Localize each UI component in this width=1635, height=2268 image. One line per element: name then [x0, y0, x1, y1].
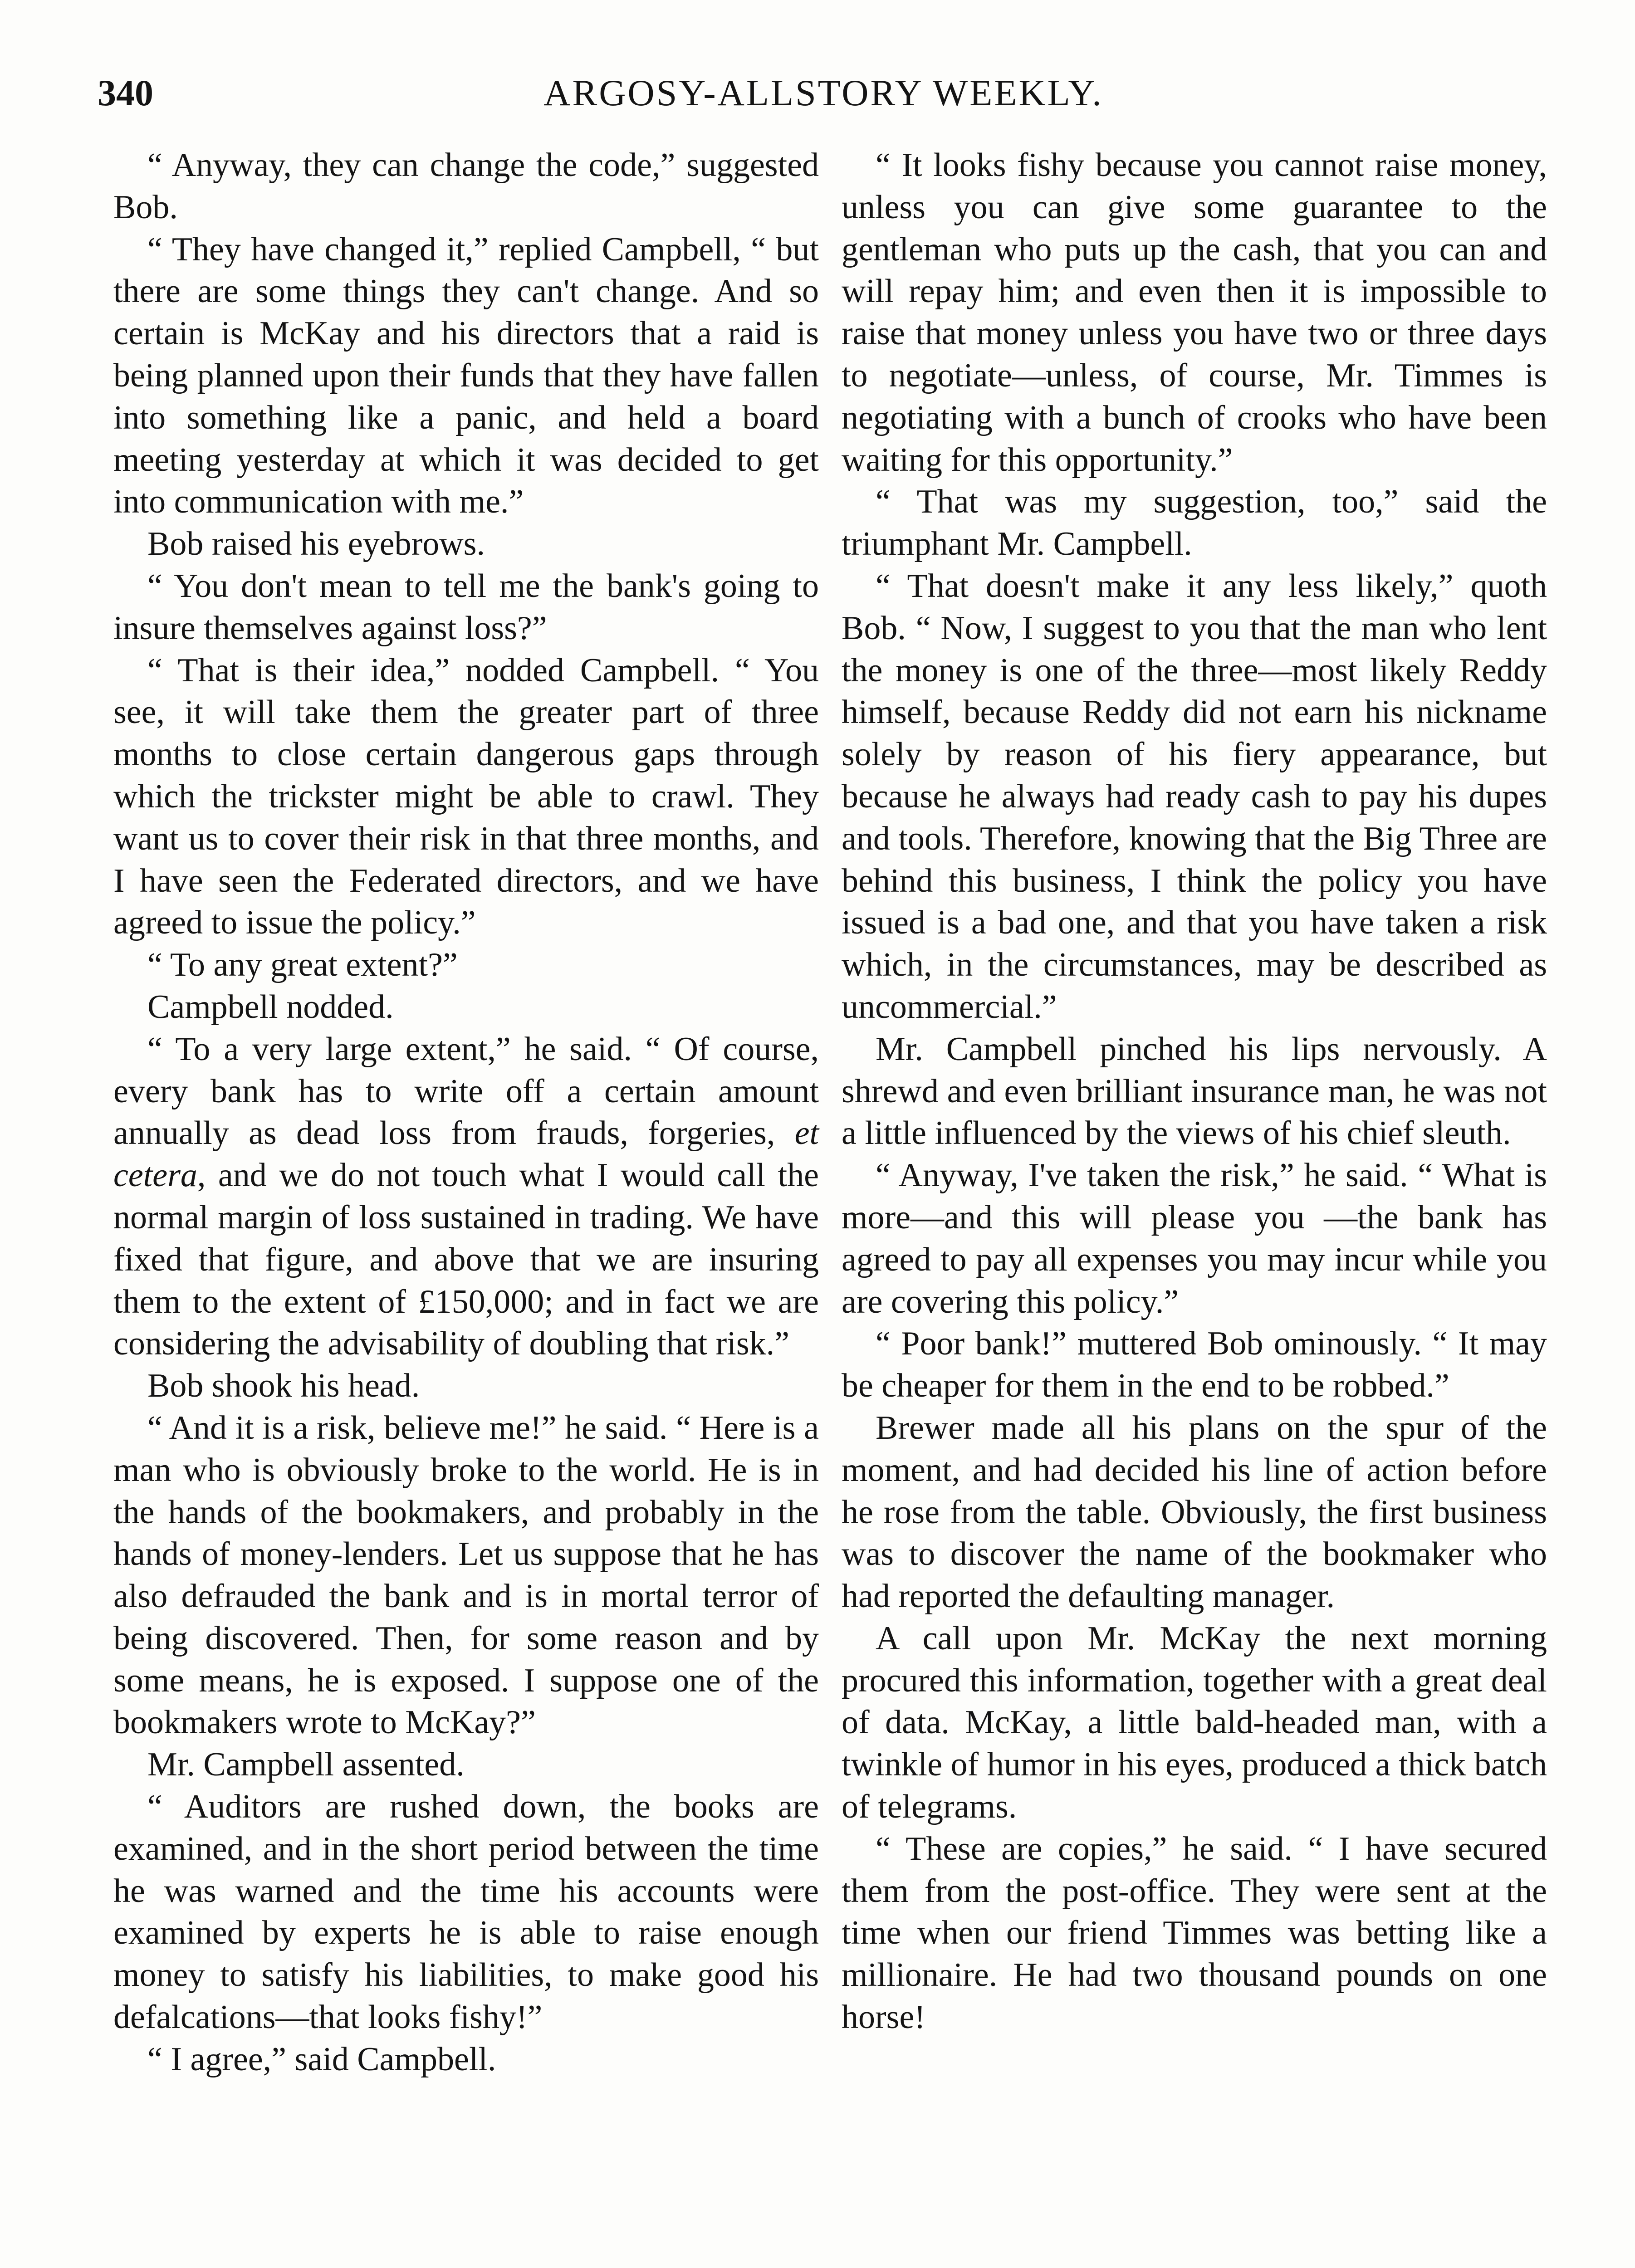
page-number: 340 — [98, 72, 153, 113]
right-column — [842, 144, 1547, 2038]
paragraph: Bob shook his head. — [147, 1367, 420, 1405]
paragraph: “ Auditors are rushed down, the books are examined, and in the short period between the time he was warned and the time his accounts were examined by experts he is able to raise enough money to satisfy his liabilities, to make good his defalcations—that looks fishy!” — [113, 1788, 819, 2036]
paragraph: “ That was my suggestion, too,” said the triumphant Mr. Campbell. — [842, 483, 1547, 563]
paragraph: Bob raised his eyebrows. — [147, 525, 485, 563]
paragraph: Campbell nodded. — [147, 988, 394, 1026]
paragraph: “ That is their idea,” nodded Campbell. “ You see, it will take them the greater part of three months to close certain dangerous gaps through which the trickster might be able to crawl. They want us to cover their risk in that three months, and I have seen the Federated directors, and we have agreed to issue the policy.” — [113, 651, 819, 942]
running-title: ARGOSY-ALLSTORY WEEKLY. — [543, 72, 1103, 113]
italic-phrase: et cetera — [113, 1114, 819, 1194]
paragraph: “ They have changed it,” replied Campbell, “ but there are some things they can't change. And so certain is McKay and his directors that a raid is being planned upon their funds that they have fallen into something like a panic, and held a board meeting yesterday at which it was decided to get into communication with me.” — [113, 230, 819, 521]
paragraph: Mr. Campbell pinched his lips nervously. A shrewd and even brilliant insurance man, he was not a little influenced by the views of his chief sleuth. — [842, 1030, 1547, 1152]
paragraph: “ It looks fishy because you cannot raise money, unless you can give some guarantee to the gentleman who puts up the cash, that you can and will repay him; and even then it is impossible to raise that money unless you have two or three days to negotiate—unless, of course, Mr. Timmes is negotiating with a bunch of crooks who have been waiting for this opportunity.” — [842, 147, 1547, 479]
paragraph: “ To a very large extent,” he said. “ Of course, every bank has to write off a certain amount annually as dead loss from frauds, forgeries, et cetera, and we do not touch what I would call the normal margin of loss sustained in trading. We have fixed that figure, and above that we are insuring them to the extent of £150,000; and in fact we are considering the advisability of doubling that risk.” — [113, 1030, 819, 1363]
paragraph: Brewer made all his plans on the spur of the moment, and had decided his line of action before he rose from the table. Obviously, the first business was to discover the name of the bookmaker who had reported the defaulting manager. — [842, 1409, 1547, 1615]
page-header — [98, 68, 1549, 118]
paragraph: “ You don't mean to tell me the bank's going to insure themselves against loss?” — [113, 567, 819, 647]
paragraph: Mr. Campbell assented. — [147, 1746, 465, 1784]
paragraph: A call upon Mr. McKay the next morning procured this information, together with a great deal of data. McKay, a little bald-headed man, with a twinkle of humor in his eyes, produced a thick batch of telegrams. — [842, 1619, 1547, 1826]
paragraph: “ Anyway, they can change the code,” suggested Bob. — [113, 147, 819, 226]
paragraph: “ Poor bank!” muttered Bob ominously. “ It may be cheaper for them in the end to be robbed.” — [842, 1325, 1547, 1405]
paragraph: “ These are copies,” he said. “ I have secured them from the post-office. They were sent at the time when our friend Timmes was betting like a millionaire. He had two thousand pounds on one horse! — [842, 1830, 1547, 2036]
paragraph: “ Anyway, I've taken the risk,” he said. “ What is more—and this will please you —the bank has agreed to pay all expenses you may incur while you are covering this policy.” — [842, 1157, 1547, 1320]
left-column — [113, 144, 819, 2081]
paragraph: “ To any great extent?” — [147, 946, 458, 984]
paragraph: “ That doesn't make it any less likely,” quoth Bob. “ Now, I suggest to you that the man who lent the money is one of the three—most likely Reddy himself, because Reddy did not earn his nickname solely by reason of his fiery appearance, but because he always had ready cash to pay his dupes and tools. Therefore, knowing that the Big Three are behind this business, I think the policy you have issued is a bad one, and that you have taken a risk which, in the circumstances, may be described as uncommercial.” — [842, 567, 1547, 1026]
paragraph: “ And it is a risk, believe me!” he said. “ Here is a man who is obviously broke to the world. He is in the hands of the bookmakers, and probably in the hands of money-lenders. Let us suppose that he has also defrauded the bank and is in mortal terror of being discovered. Then, for some reason and by some means, he is exposed. I suppose one of the bookmakers wrote to McKay?” — [113, 1409, 819, 1741]
paragraph: “ I agree,” said Campbell. — [147, 2040, 496, 2078]
